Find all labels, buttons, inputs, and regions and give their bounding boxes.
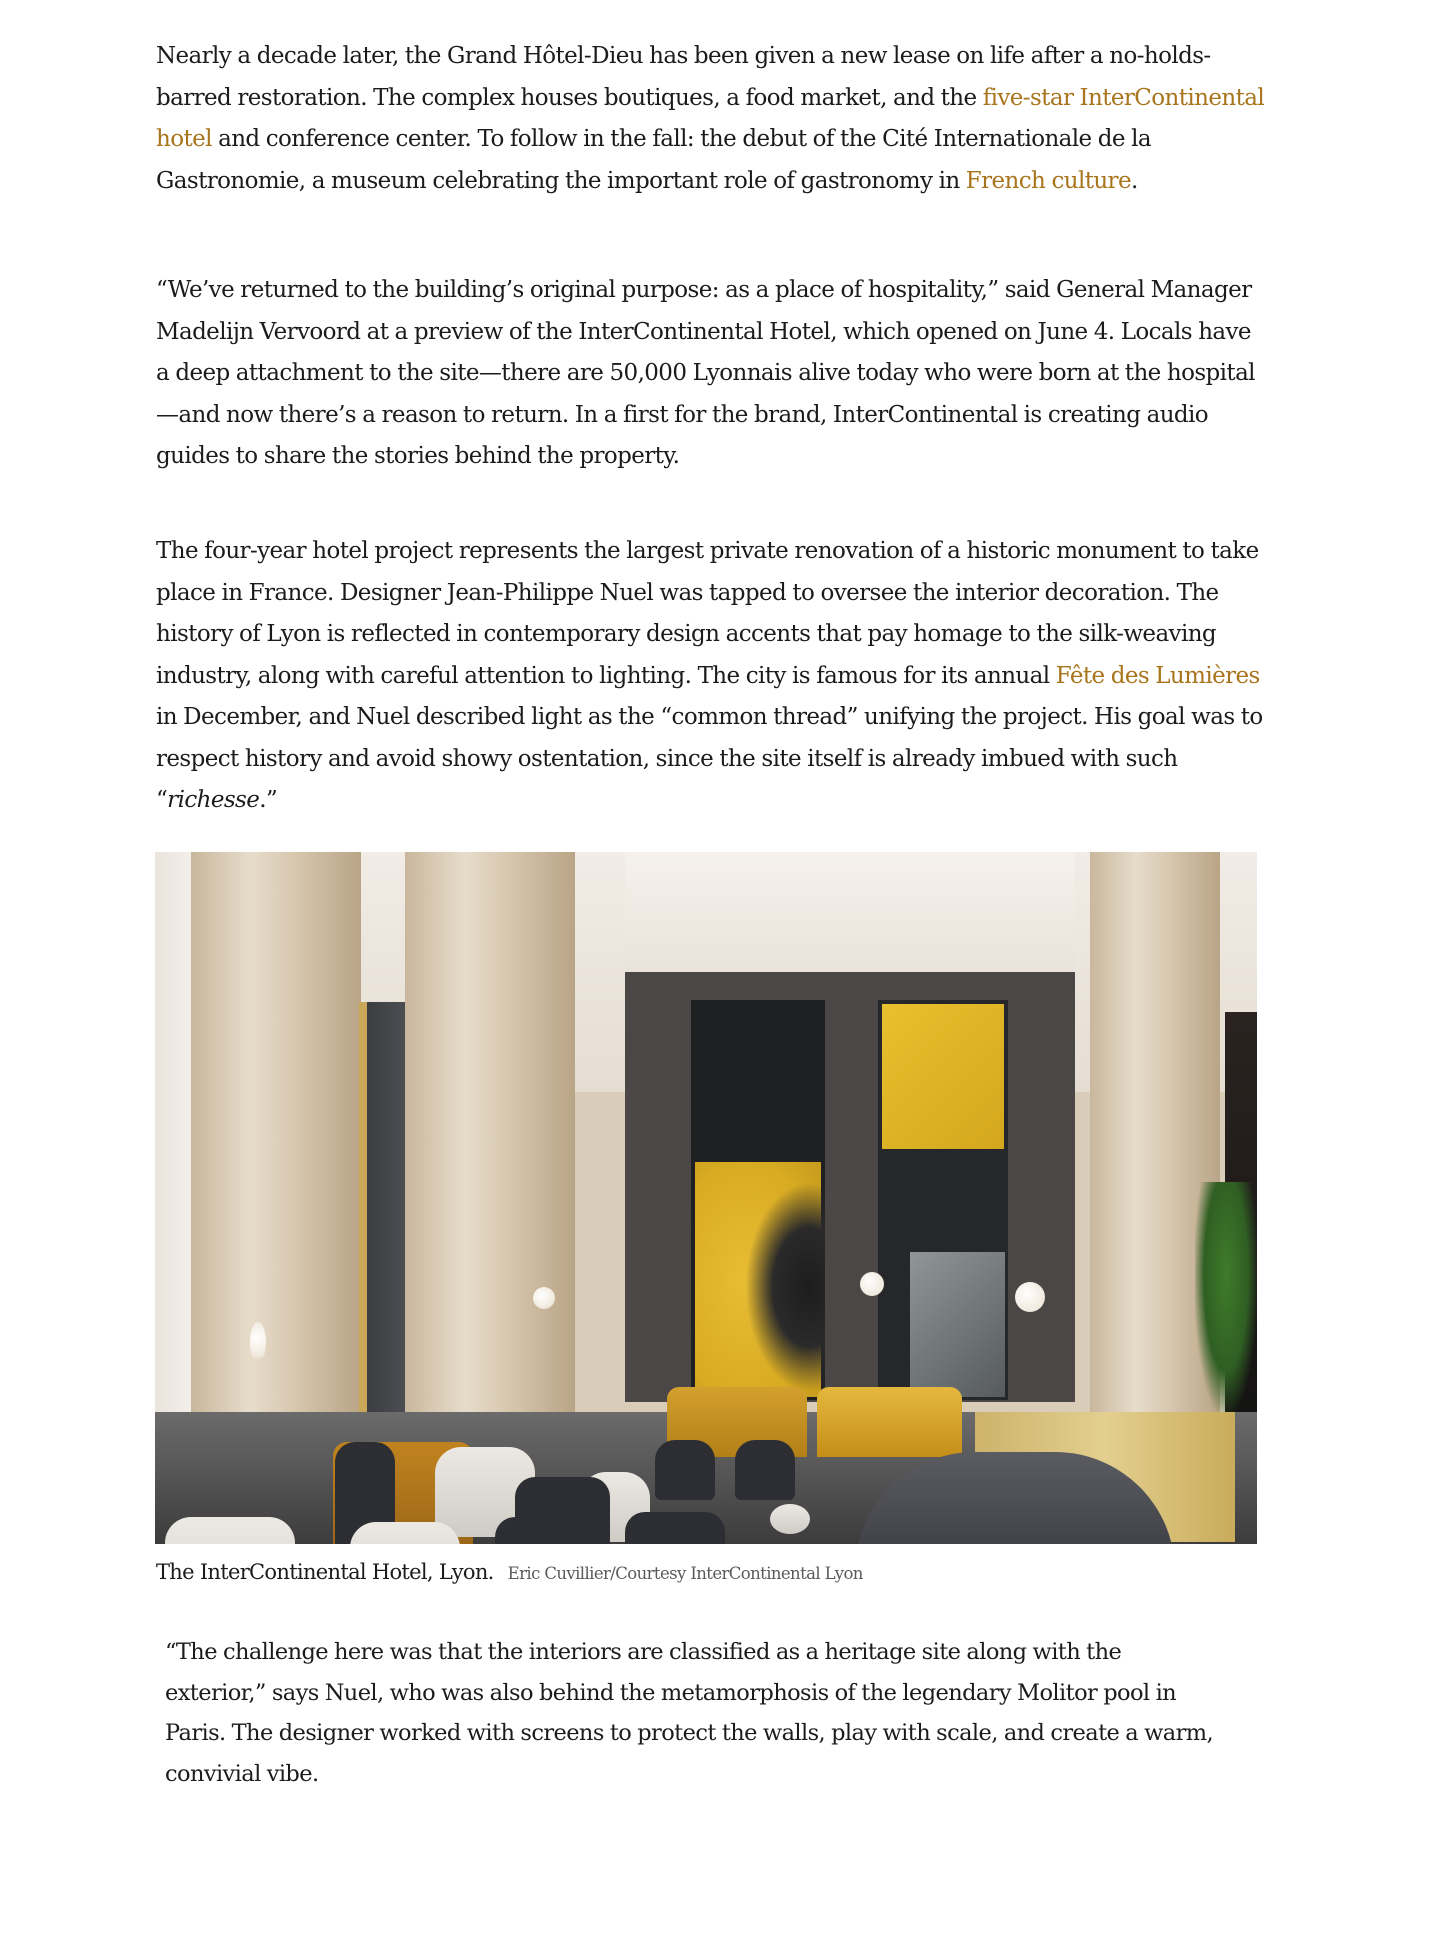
photo-back-upper-wall — [625, 852, 1075, 977]
paragraph-3-text-a: The four-year hotel project represents the largest private renovation of a historic monument to take place in France. Designer Jean-Philippe Nuel was tapped to oversee the interior decoration. The history of Lyon is reflected in contemporary design accents that pay homage to the silk-weaving industry, along with careful attention to lighting. The city is famous for its annual — [156, 538, 1259, 689]
link-french-culture[interactable]: French culture — [965, 167, 1131, 194]
photo-lamp-globe-1 — [533, 1287, 555, 1309]
photo-white-chair-2 — [165, 1517, 295, 1544]
photo-lamp-globe-4 — [250, 1322, 266, 1362]
photo-gold-sofa-2 — [817, 1387, 962, 1457]
photo-artwork-window-light — [910, 1252, 1005, 1397]
paragraph-3 — [156, 531, 1268, 822]
photo-white-chair-3 — [350, 1522, 460, 1544]
photo-artwork-brush-stroke — [745, 1182, 825, 1392]
hotel-photo-figure — [155, 852, 1257, 1544]
paragraph-1-text-c: . — [1130, 167, 1138, 194]
photo-plant — [1195, 1182, 1257, 1412]
photo-lamp-globe-3 — [1015, 1282, 1045, 1312]
photo-dark-chair-4 — [625, 1512, 725, 1544]
photo-dark-chair-5 — [655, 1440, 715, 1500]
link-fete-des-lumieres[interactable]: Fête des Lumières — [1055, 662, 1260, 689]
photo-lamp-globe-2 — [860, 1272, 884, 1296]
photo-table-flowers — [770, 1504, 810, 1534]
caption-text: The InterContinental Hotel, Lyon. — [156, 1560, 494, 1584]
photo-artwork-right-yellow — [882, 1004, 1004, 1149]
paragraph-1-text-b: and conference center. To follow in the fall: the debut of the Cité Internationale de la Gastronomie, a museum celebrating the important role of gastronomy in — [156, 126, 1151, 194]
photo-credit: Eric Cuvillier/Courtesy InterContinental Lyon — [507, 1564, 863, 1583]
paragraph-4: “The challenge here was that the interiors are classified as a heritage site along with the exterior,” says Nuel, who was also behind the metamorphosis of the legendary Molitor pool in Paris. The designer worked with screens to protect the walls, play with scale, and create a warm, convivial vibe. — [165, 1639, 1214, 1787]
paragraph-1-text-a: Nearly a decade later, the Grand Hôtel-Dieu has been given a new lease on life after a no-holds-barred restoration. The complex houses boutiques, a food market, and the — [156, 43, 1211, 111]
paragraph-2: “We’ve returned to the building’s original purpose: as a place of hospitality,” said General Manager Madelijn Vervoord at a preview of the InterContinental Hotel, which opened on June 4. Locals have a deep attachment to the site—there are 50,000 Lyonnais alive today who were born at the hospital—and now there’s a reason to return. In a first for the brand, InterContinental is creating audio guides to share the stories behind the property. — [156, 277, 1255, 469]
photo-caption — [156, 1560, 1268, 1584]
paragraph-3-text-b: in December, and Nuel described light as the “common thread” unifying the project. His goal was to respect history and avoid showy ostentation, since the site itself is already imbued with such “ — [156, 704, 1263, 813]
hotel-lobby-photo[interactable] — [155, 852, 1257, 1544]
paragraph-3-italic-richesse: richesse — [167, 787, 260, 813]
paragraph-3-text-c: .” — [259, 787, 278, 813]
paragraph-1 — [156, 36, 1268, 202]
link-five-star-intercontinental[interactable]: five-star InterContinental hotel — [156, 84, 1265, 152]
photo-dark-chair-3 — [495, 1517, 605, 1544]
photo-dark-chair-6 — [735, 1440, 795, 1500]
